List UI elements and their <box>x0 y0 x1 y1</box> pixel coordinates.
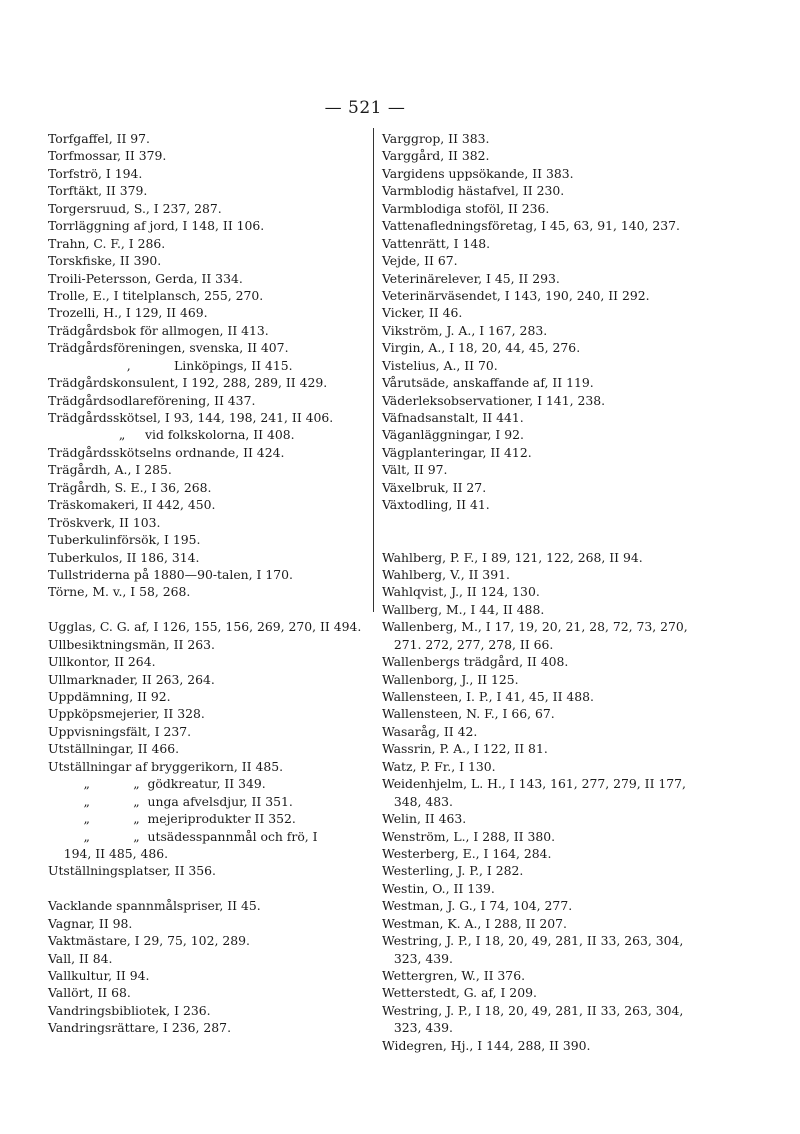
index-entry: Vargidens uppsökande, II 383. <box>382 165 574 181</box>
index-entry: Väganläggningar, I 92. <box>382 427 524 443</box>
index-entry: Vicker, II 46. <box>382 305 463 321</box>
index-entry: Varmblodiga stoföl, II 236. <box>382 200 550 216</box>
index-entry: Torftäkt, II 379. <box>48 183 148 199</box>
index-entry: Vall, II 84. <box>48 950 113 966</box>
index-entry: Westring, J. P., I 18, 20, 49, 281, II 33, 263, 304, <box>382 1002 684 1018</box>
index-entry: 348, 483. <box>382 793 453 809</box>
index-entry: Uppköpsmejerier, II 328. <box>48 706 205 722</box>
index-entry <box>382 514 722 531</box>
index-entry: Wallenbergs trädgård, II 408. <box>382 654 569 670</box>
index-entry: Ullmarknader, II 263, 264. <box>48 671 215 687</box>
index-entry <box>382 531 722 548</box>
index-entry: Widegren, Hj., I 144, 288, II 390. <box>382 1037 591 1053</box>
index-entry: Wettergren, W., II 376. <box>382 968 526 983</box>
index-entry: Ullbesiktningsmän, II 263. <box>48 636 215 652</box>
index-entry: Trädgårdsföreningen, svenska, II 407. <box>48 340 289 356</box>
index-entry: Westerberg, E., I 164, 284. <box>382 845 552 861</box>
index-entry: Wetterstedt, G. af, I 209. <box>382 985 537 1001</box>
index-entry: Vandringsrättare, I 236, 287. <box>48 1020 232 1036</box>
index-entry: Varggrop, II 383. <box>382 131 490 146</box>
index-entry: 323, 439. <box>382 950 453 966</box>
index-entry: Vagnar, II 98. <box>48 915 133 931</box>
index-entry: Ullkontor, II 264. <box>48 654 156 670</box>
index-entry: Wassrin, P. A., I 122, II 81. <box>382 741 548 757</box>
index-entry: Vattenrätt, I 148. <box>382 235 491 251</box>
index-entry: Törne, M. v., I 58, 268. <box>48 584 191 600</box>
index-entry: Wahlqvist, J., II 124, 130. <box>382 584 540 600</box>
index-entry: Wallenberg, M., I 17, 19, 20, 21, 28, 72, 73, 270, <box>382 619 688 635</box>
index-entry: Watz, P. Fr., I 130. <box>382 758 496 774</box>
index-entry: Westerling, J. P., I 282. <box>382 863 524 879</box>
index-entry: , Linköpings, II 415. <box>48 357 293 373</box>
index-entry: Virgin, A., I 18, 20, 44, 45, 276. <box>382 340 581 356</box>
index-entry: Vält, II 97. <box>382 462 448 478</box>
index-entry: Welin, II 463. <box>382 811 467 827</box>
index-entry: „ „ mejeriprodukter II 352. <box>48 811 296 827</box>
index-entry: „ „ utsädesspannmål och frö, I <box>48 828 318 844</box>
index-entry: Wahlberg, V., II 391. <box>382 566 510 582</box>
index-entry: Växtodling, II 41. <box>382 497 490 513</box>
index-entry: Troili-Petersson, Gerda, II 334. <box>48 270 243 286</box>
index-entry: Westman, K. A., I 288, II 207. <box>382 915 567 931</box>
index-entry: Trägårdh, A., I 285. <box>48 462 172 478</box>
index-entry <box>48 601 366 618</box>
index-entry: Vägplanteringar, II 412. <box>382 444 532 460</box>
index-entry: Vallkultur, II 94. <box>48 968 150 983</box>
index-entry: „ „ gödkreatur, II 349. <box>48 776 266 792</box>
index-entry: Vaktmästare, I 29, 75, 102, 289. <box>48 933 250 949</box>
index-column-left <box>48 130 366 1037</box>
index-entry: Uppdämning, II 92. <box>48 689 171 704</box>
index-entry: Veterinärväsendet, I 143, 190, 240, II 292. <box>382 287 650 303</box>
index-entry: Uppvisningsfält, I 237. <box>48 723 192 739</box>
index-entry: Wallensteen, N. F., I 66, 67. <box>382 706 555 722</box>
index-entry: Vistelius, A., II 70. <box>382 357 498 373</box>
page-number: — 521 — <box>324 98 406 118</box>
index-entry: Westman, J. G., I 74, 104, 277. <box>382 898 573 914</box>
index-entry: Vårutsäde, anskaffande af, II 119. <box>382 375 594 391</box>
index-entry: Tröskverk, II 103. <box>48 514 161 530</box>
index-entry: Träskomakeri, II 442, 450. <box>48 497 216 513</box>
column-divider <box>373 128 374 612</box>
index-entry: Trozelli, H., I 129, II 469. <box>48 305 208 321</box>
index-entry: Vallört, II 68. <box>48 985 131 1001</box>
index-entry: 194, II 485, 486. <box>48 845 169 861</box>
index-entry: Ugglas, C. G. af, I 126, 155, 156, 269, 270, II 494. <box>48 619 362 635</box>
index-entry: Torskfiske, II 390. <box>48 253 162 269</box>
index-entry: Väderleksobservationer, I 141, 238. <box>382 392 606 408</box>
index-entry: Växelbruk, II 27. <box>382 479 487 495</box>
index-entry: Vandringsbibliotek, I 236. <box>48 1002 211 1018</box>
index-entry: Vacklande spannmålspriser, II 45. <box>48 898 261 914</box>
index-entry <box>48 880 366 897</box>
index-entry: Utställningsplatser, II 356. <box>48 863 216 879</box>
index-entry: Utställningar, II 466. <box>48 741 180 757</box>
index-entry: Veterinärelever, I 45, II 293. <box>382 270 560 286</box>
index-entry: 271. 272, 277, 278, II 66. <box>382 636 554 652</box>
index-entry: „ „ unga afvelsdjur, II 351. <box>48 793 293 809</box>
index-entry: Varmblodig hästafvel, II 230. <box>382 183 565 199</box>
index-entry: Vattenafledningsföretag, I 45, 63, 91, 140, 237. <box>382 218 680 234</box>
index-entry: Westring, J. P., I 18, 20, 49, 281, II 33, 263, 304, <box>382 933 684 949</box>
index-entry: Weidenhjelm, L. H., I 143, 161, 277, 279, II 177, <box>382 776 686 792</box>
index-entry: Tuberkulinförsök, I 195. <box>48 532 201 548</box>
index-entry: Trädgårdsodlareförening, II 437. <box>48 392 256 408</box>
index-entry: Westin, O., II 139. <box>382 880 495 896</box>
index-entry: Trädgårdsbok för allmogen, II 413. <box>48 322 269 338</box>
index-entry: Wallensteen, I. P., I 41, 45, II 488. <box>382 689 594 704</box>
index-entry: Tuberkulos, II 186, 314. <box>48 549 200 565</box>
index-entry: Trahn, C. F., I 286. <box>48 235 166 251</box>
index-entry: „ vid folkskolorna, II 408. <box>48 427 295 443</box>
index-entry: Torfströ, I 194. <box>48 165 143 181</box>
index-entry: Wenström, L., I 288, II 380. <box>382 828 556 844</box>
index-entry: Torfmossar, II 379. <box>48 148 167 164</box>
index-entry: Vikström, J. A., I 167, 283. <box>382 322 548 338</box>
index-entry: Trädgårdskonsulent, I 192, 288, 289, II 429. <box>48 375 328 391</box>
index-entry: Vejde, II 67. <box>382 253 458 269</box>
index-entry: 323, 439. <box>382 1020 453 1036</box>
index-entry: Trägårdh, S. E., I 36, 268. <box>48 479 212 495</box>
index-entry: Wallenborg, J., II 125. <box>382 671 519 687</box>
index-entry: Torrläggning af jord, I 148, II 106. <box>48 218 265 234</box>
index-entry: Torgersruud, S., I 237, 287. <box>48 200 222 216</box>
index-column-right <box>382 130 722 1054</box>
index-entry: Torfgaffel, II 97. <box>48 131 150 146</box>
index-entry: Varggård, II 382. <box>382 148 490 164</box>
index-entry: Wallberg, M., I 44, II 488. <box>382 601 545 617</box>
index-entry: Wasaråg, II 42. <box>382 723 478 739</box>
index-entry: Trädgårdsskötsel, I 93, 144, 198, 241, II 406. <box>48 410 334 425</box>
index-entry: Utställningar af bryggerikorn, II 485. <box>48 758 284 774</box>
index-entry: Väfnadsanstalt, II 441. <box>382 410 524 425</box>
index-entry: Trolle, E., I titelplansch, 255, 270. <box>48 287 264 303</box>
index-entry: Wahlberg, P. F., I 89, 121, 122, 268, II 94. <box>382 549 643 565</box>
index-entry: Tullstriderna på 1880—90-talen, I 170. <box>48 566 293 582</box>
index-entry: Trädgårdsskötselns ordnande, II 424. <box>48 444 285 460</box>
